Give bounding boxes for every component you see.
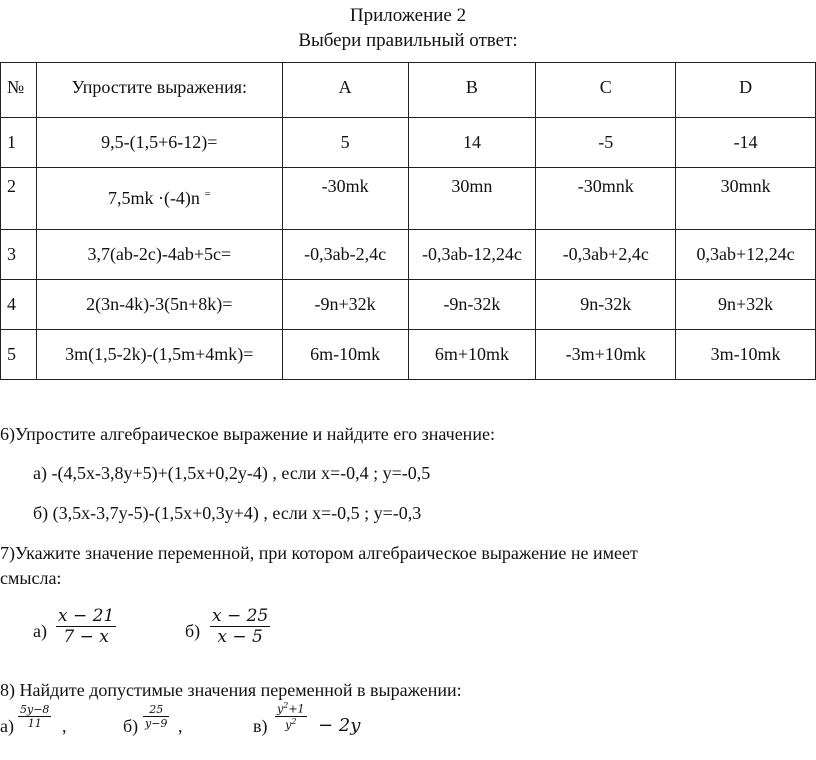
option-d: 9n+32k — [676, 280, 816, 330]
option-d: -14 — [676, 118, 816, 168]
row-expression: 3m(1,5-2k)-(1,5m+4mk)= — [36, 330, 282, 380]
task7-label-b: б) — [185, 621, 201, 641]
task8-fraction-c — [275, 701, 307, 731]
option-c: -3m+10mk — [536, 330, 676, 380]
option-c: 9n-32k — [536, 280, 676, 330]
task8-title: 8) Найдите допустимые значения переменной в выражении: — [0, 680, 462, 700]
option-a: -0,3ab-2,4c — [282, 230, 408, 280]
fraction-denominator: 7 − x — [63, 627, 109, 647]
task7-fraction-a — [56, 606, 116, 647]
table-row — [1, 230, 816, 280]
answers-table — [0, 62, 816, 380]
row-number: 2 — [1, 168, 37, 230]
option-b: -9n-32k — [408, 280, 536, 330]
option-a: 6m-10mk — [282, 330, 408, 380]
appendix-title: Приложение 2 — [349, 5, 467, 26]
row-expression — [36, 168, 282, 230]
task8-fraction-b — [143, 703, 169, 730]
table-row — [1, 168, 816, 230]
equals-sign: = — [204, 188, 211, 200]
row-expression: 2(3n-4k)-3(5n+8k)= — [36, 280, 282, 330]
task8-label-b: б) — [123, 716, 139, 736]
option-c: -5 — [536, 118, 676, 168]
task6-item-a: а) -(4,5x-3,8y+5)+(1,5x+0,2y-4) , если x=-0,4 ; y=-0,5 — [33, 463, 431, 483]
fraction-denominator: 11 — [27, 717, 42, 730]
task8-label-c: в) — [253, 716, 268, 736]
header-a: A — [282, 63, 408, 118]
option-a: -9n+32k — [282, 280, 408, 330]
row-number: 1 — [1, 118, 37, 168]
table-row — [1, 330, 816, 380]
task7-fraction-b — [210, 606, 270, 647]
table-row — [1, 280, 816, 330]
fraction-numerator: x − 25 — [212, 606, 269, 626]
task8-separator-b: , — [178, 716, 183, 736]
header-number: № — [1, 63, 37, 118]
task6-item-b: б) (3,5x-3,7y-5)-(1,5x+0,3y+4) , если x=-0,5 ; y=-0,3 — [33, 503, 422, 523]
fraction-numerator: $y^2+1$ — [277, 701, 305, 716]
header-d: D — [676, 63, 816, 118]
option-b: 14 — [408, 118, 536, 168]
row-number: 5 — [1, 330, 37, 380]
task8-expression-tail: − 2y — [318, 715, 361, 736]
row-number: 4 — [1, 280, 37, 330]
option-b: 6m+10mk — [408, 330, 536, 380]
row-number: 3 — [1, 230, 37, 280]
row-expression: 3,7(ab-2c)-4ab+5c= — [36, 230, 282, 280]
table-header-row — [1, 63, 816, 118]
instruction-title: Выбери правильный ответ: — [298, 30, 518, 51]
option-d: 3m-10mk — [676, 330, 816, 380]
option-d: 30mnk — [676, 168, 816, 230]
table-row — [1, 118, 816, 168]
task7-label-a: а) — [33, 621, 47, 641]
option-c: -0,3ab+2,4c — [536, 230, 676, 280]
task6-title: 6)Упростите алгебраическое выражение и найдите его значение: — [0, 424, 495, 444]
task7-title-line1: 7)Укажите значение переменной, при котором алгебраическое выражение не имеет — [0, 543, 638, 563]
header-expression: Упростите выражения: — [36, 63, 282, 118]
option-a: -30mk — [282, 168, 408, 230]
header-c: C — [536, 63, 676, 118]
option-c: -30mnk — [536, 168, 676, 230]
header-b: B — [408, 63, 536, 118]
fraction-denominator: x − 5 — [217, 627, 263, 647]
option-a: 5 — [282, 118, 408, 168]
fraction-numerator: 25 — [143, 703, 169, 717]
task8-separator-a: , — [62, 716, 67, 736]
task7-title-line2: смысла: — [0, 568, 62, 588]
fraction-denominator: y−9 — [145, 717, 168, 730]
option-d: 0,3ab+12,24c — [676, 230, 816, 280]
task8-label-a: а) — [0, 716, 14, 736]
task8-fraction-a — [18, 703, 51, 730]
row-expression: 9,5-(1,5+6-12)= — [36, 118, 282, 168]
option-b: 30mn — [408, 168, 536, 230]
expression-text: 7,5mk ·(-4)n — [107, 188, 200, 208]
option-b: -0,3ab-12,24c — [408, 230, 536, 280]
fraction-numerator: x − 21 — [58, 606, 115, 626]
fraction-numerator: 5y−8 — [20, 703, 50, 716]
fraction-denominator: $y^2$ — [285, 716, 297, 732]
